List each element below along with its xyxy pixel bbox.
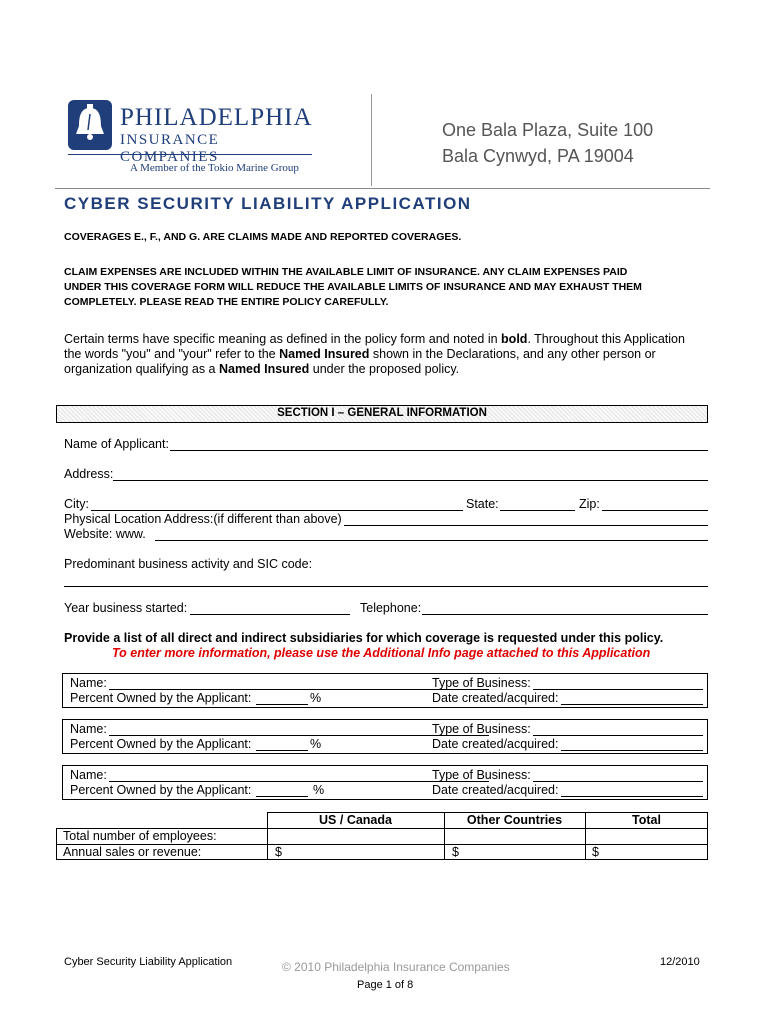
subsidiary-percent-sign: % <box>310 691 322 705</box>
table-cell[interactable] <box>445 829 584 844</box>
business-activity-label: Predominant business activity and SIC code: <box>64 557 313 571</box>
claim-expense-notice-1: CLAIM EXPENSES ARE INCLUDED WITHIN THE AVAILABLE LIMIT OF INSURANCE. ANY CLAIM EXPENSES PAID <box>64 266 628 278</box>
subsidiary-percent-sign: % <box>313 783 325 797</box>
table-cell[interactable]: $ <box>452 845 459 859</box>
subsidiary-name-label: Name: <box>70 768 107 782</box>
subsidiary-percent-label: Percent Owned by the Applicant: <box>70 737 252 751</box>
subsidiary-percent-label: Percent Owned by the Applicant: <box>70 783 252 797</box>
subsidiary-name-label: Name: <box>70 676 107 690</box>
intro-line-3: organization qualifying as a Named Insured under the proposed policy. <box>64 362 460 376</box>
zip-label: Zip: <box>579 497 600 511</box>
logo-sub-text: INSURANCE COMPANIES <box>120 132 220 165</box>
subsidiary-box-2 <box>62 719 708 754</box>
address-line-2: Bala Cynwyd, PA 19004 <box>442 146 634 166</box>
subsidiary-type-field[interactable] <box>533 689 703 690</box>
row-label-employees: Total number of employees: <box>63 829 217 843</box>
member-text: A Member of the Tokio Marine Group <box>130 162 299 174</box>
subsidiary-date-field[interactable] <box>561 796 703 797</box>
subsidiary-date-label: Date created/acquired: <box>432 783 559 797</box>
subsidiary-type-field[interactable] <box>533 735 703 736</box>
footer-doc-name: Cyber Security Liability Application <box>64 956 233 968</box>
section-header-bar <box>56 405 708 423</box>
logo-main-text: PHILADELPHIA <box>120 104 313 131</box>
col-header-us-canada: US / Canada <box>319 813 392 827</box>
row-label-revenue: Annual sales or revenue: <box>63 845 202 859</box>
company-logo <box>68 100 318 180</box>
table-cell[interactable]: $ <box>592 845 599 859</box>
table-cell[interactable] <box>268 829 443 844</box>
subsidiary-box-1 <box>62 673 708 708</box>
physical-address-label: Physical Location Address:(if different than above) <box>64 512 342 526</box>
col-header-other-countries: Other Countries <box>466 813 563 827</box>
footer-copyright: © 2010 Philadelphia Insurance Companies <box>282 960 510 974</box>
subsidiaries-heading: Provide a list of all direct and indirect subsidiaries for which coverage is requested under this policy. <box>64 631 664 645</box>
address-field[interactable] <box>113 480 708 481</box>
city-label: City: <box>64 497 89 511</box>
header-vertical-divider <box>371 94 372 186</box>
footer-date: 12/2010 <box>660 956 700 968</box>
zip-field[interactable] <box>602 510 708 511</box>
website-label: Website: www. <box>64 527 146 541</box>
section-title: SECTION I – GENERAL INFORMATION <box>277 407 487 419</box>
intro-line-2: the words "you" and "your" refer to the Named Insured shown in the Declarations, and any other person or <box>64 347 656 361</box>
address-line-1: One Bala Plaza, Suite 100 <box>442 120 654 140</box>
subsidiary-percent-label: Percent Owned by the Applicant: <box>70 691 252 705</box>
subsidiary-date-field[interactable] <box>561 750 703 751</box>
subsidiary-date-label: Date created/acquired: <box>432 691 559 705</box>
logo-rule <box>68 154 312 155</box>
website-field[interactable] <box>155 540 708 541</box>
subsidiary-type-label: Type of Business: <box>432 676 531 690</box>
intro-line-1: Certain terms have specific meaning as defined in the policy form and noted in bold. Throughout this Application <box>64 332 685 346</box>
subsidiary-name-label: Name: <box>70 722 107 736</box>
year-started-label: Year business started: <box>64 601 188 615</box>
header-rule <box>55 188 710 189</box>
telephone-field[interactable] <box>422 614 708 615</box>
subsidiary-date-label: Date created/acquired: <box>432 737 559 751</box>
subsidiary-type-label: Type of Business: <box>432 722 531 736</box>
state-field[interactable] <box>500 510 575 511</box>
subsidiary-date-field[interactable] <box>561 704 703 705</box>
subsidiary-box-3 <box>62 765 708 800</box>
coverage-notice: COVERAGES E., F., AND G. ARE CLAIMS MADE AND REPORTED COVERAGES. <box>64 231 462 243</box>
table-cell[interactable] <box>586 829 707 844</box>
subsidiary-percent-field[interactable] <box>256 704 308 705</box>
city-field[interactable] <box>91 510 463 511</box>
subsidiary-percent-field[interactable] <box>256 750 308 751</box>
subsidiary-type-field[interactable] <box>533 781 703 782</box>
state-label: State: <box>466 497 499 511</box>
table-cell[interactable]: $ <box>275 845 282 859</box>
subsidiary-percent-field[interactable] <box>256 796 308 797</box>
additional-info-note: To enter more information, please use the Additional Info page attached to this Application <box>112 646 651 660</box>
page-title: CYBER SECURITY LIABILITY APPLICATION <box>64 194 472 213</box>
applicant-name-label: Name of Applicant: <box>64 437 169 451</box>
claim-expense-notice-2: UNDER THIS COVERAGE FORM WILL REDUCE THE AVAILABLE LIMITS OF INSURANCE AND MAY EXHAUST THEM <box>64 281 642 293</box>
address-label: Address: <box>64 467 114 481</box>
applicant-name-field[interactable] <box>170 450 708 451</box>
employee-revenue-table <box>56 812 708 860</box>
physical-address-field[interactable] <box>344 525 708 526</box>
claim-expense-notice-3: COMPLETELY. PLEASE READ THE ENTIRE POLICY CAREFULLY. <box>64 296 389 308</box>
col-header-total: Total <box>632 813 661 827</box>
telephone-label: Telephone: <box>360 601 422 615</box>
subsidiary-percent-sign: % <box>310 737 322 751</box>
business-activity-field[interactable] <box>64 586 708 587</box>
liberty-bell-icon <box>68 100 112 150</box>
page-number: Page 1 of 8 <box>357 979 414 991</box>
subsidiary-type-label: Type of Business: <box>432 768 531 782</box>
year-started-field[interactable] <box>190 614 350 615</box>
